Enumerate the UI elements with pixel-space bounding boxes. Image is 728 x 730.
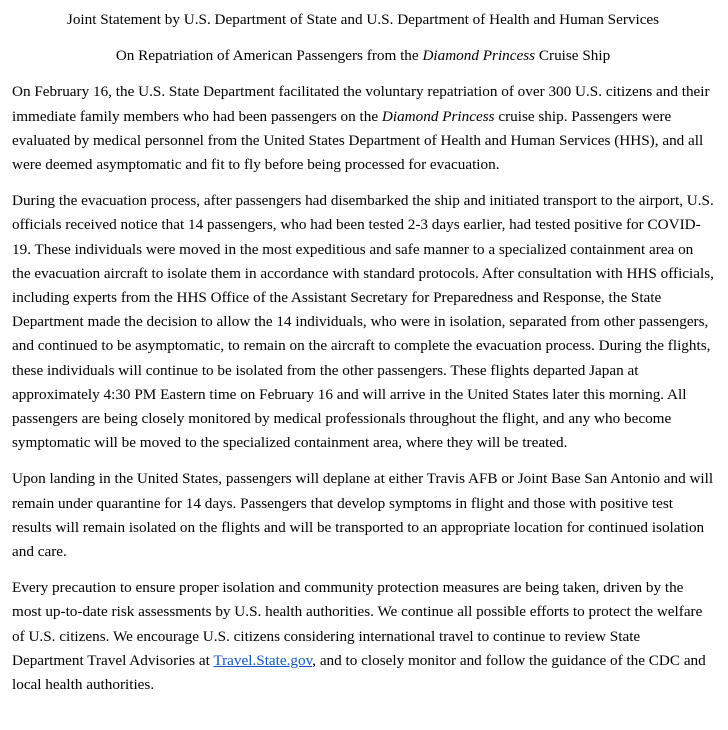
- paragraph-1-part-2: cruise ship. Passengers were evaluated by medical personnel from the United States Department of Health and Human Services (HHS), and all were deemed asymptomatic and fit to fly before being processed for evacuation.: [12, 107, 704, 174]
- paragraph-3: Upon landing in the United States, passengers will deplane at either Travis AFB or Joint Base San Antonio and will remain under quarantine for 14 days. Passengers that develop symptoms in flight and those with positive test results will remain isolated on the flights and will be transported to an appropriate location for continued isolation and care.: [12, 470, 714, 561]
- paragraph-1: [12, 80, 714, 177]
- paragraph-2: During the evacuation process, after passengers had disembarked the ship and initiated transport to the airport, U.S. officials received notice that 14 passengers, who had been tested 2-3 days earlier, had tested positive for COVID-19. These individuals were moved in the most expeditious and safe manner to a specialized containment area on the evacuation aircraft to isolate them in accordance with standard protocols. After consultation with HHS officials, including experts from the HHS Office of the Assistant Secretary for Preparedness and Response, the State Department made the decision to allow the 14 individuals, who were in isolation, separated from other passengers, and continued to be asymptomatic, to remain on the aircraft to complete the evacuation process. During the flights, these individuals will continue to be isolated from the other passengers. These flights departed Japan at approximately 4:30 PM Eastern time on February 16 and will arrive in the United States later this morning. All passengers are being closely monitored by medical professionals throughout the flight, and any who become symptomatic will be moved to the specialized containment area, where they will be treated.: [12, 192, 714, 452]
- paragraph-1-ship-name: Diamond Princess: [381, 107, 495, 125]
- paragraph-4: [12, 576, 714, 697]
- subtitle-ship-name: Diamond Princess: [422, 47, 536, 65]
- paragraph-4-part-2: , and to closely monitor and follow the guidance of the CDC and local health authorities.: [12, 651, 706, 694]
- paragraph-4-part-1: Every precaution to ensure proper isolation and community protection measures are being taken, driven by the most up-to-date risk assessments by U.S. health authorities. We continue all possible efforts to protect the welfare of U.S. citizens. We encourage U.S. citizens considering international travel to continue to review State Department Travel Advisories at: [12, 579, 703, 669]
- document-title: Joint Statement by U.S. Department of State and U.S. Department of Health and Human Services: [66, 11, 660, 28]
- travel-state-gov-link[interactable]: Travel.State.gov: [213, 651, 313, 669]
- document-subtitle: [12, 44, 714, 68]
- subtitle-suffix: Cruise Ship: [535, 47, 611, 65]
- subtitle-prefix: On Repatriation of American Passengers from the: [115, 47, 423, 65]
- paragraph-1-part-1: On February 16, the U.S. State Department facilitated the voluntary repatriation of over 300 U.S. citizens and their immediate family members who had been passengers on the: [12, 83, 710, 125]
